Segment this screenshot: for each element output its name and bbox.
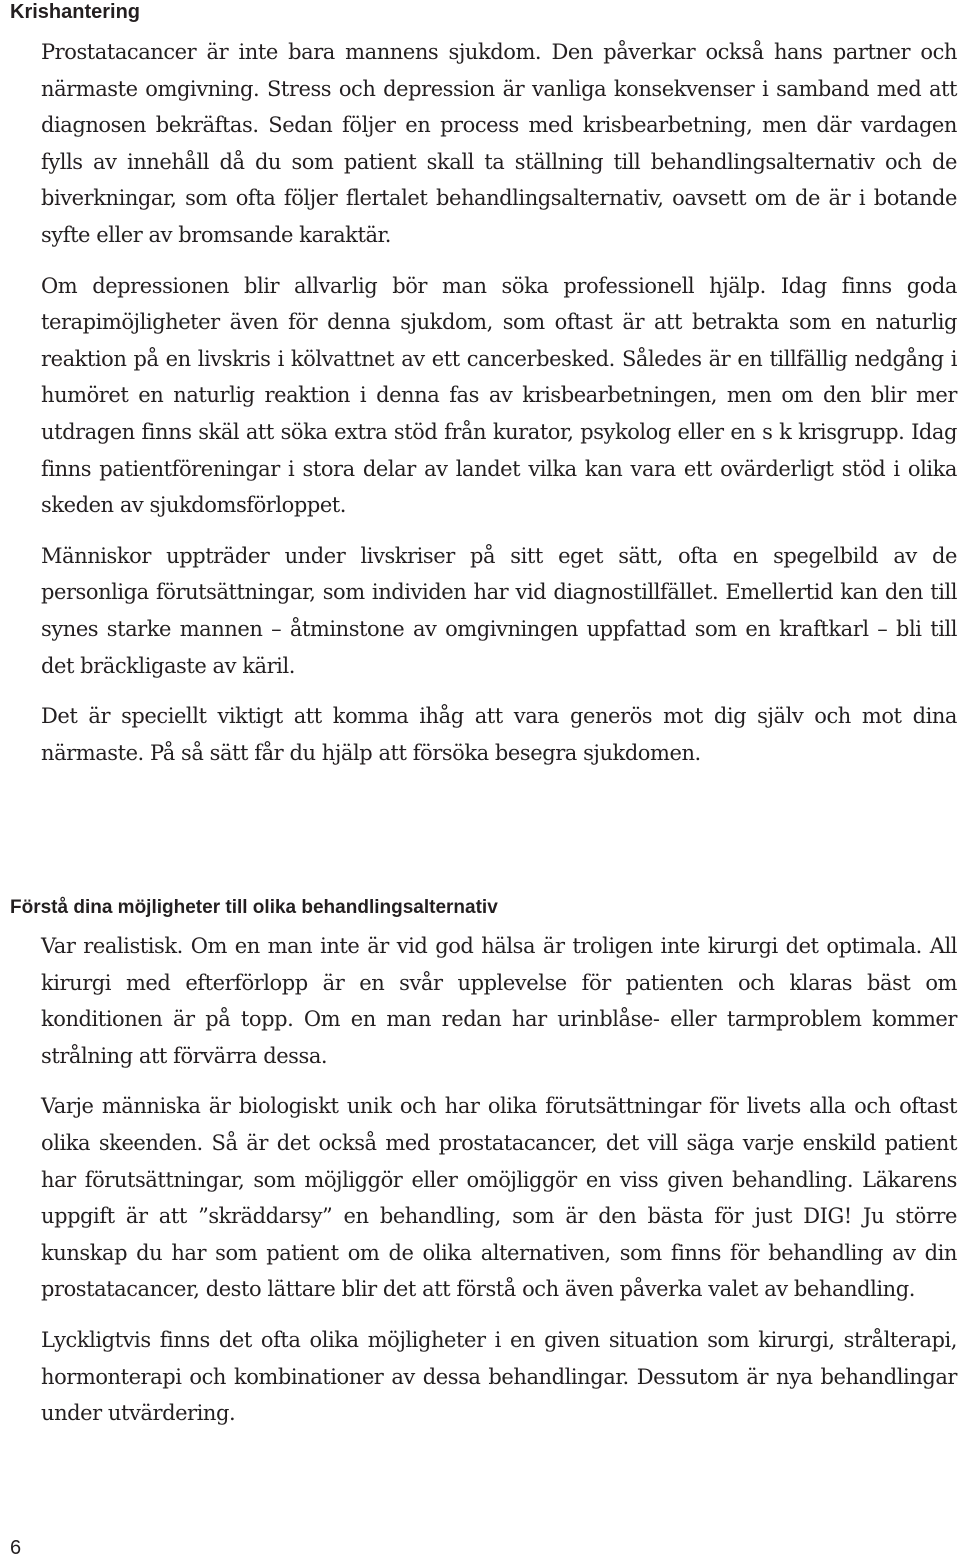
paragraph: Prostatacancer är inte bara mannens sjukdom. Den påverkar också hans partner och närmaste omgivning. Stress och depression är vanliga konsekvenser i samband med att diagnosen bekräftas. Sedan följer en process med krisbearbetning, men där vardagen fylls av innehåll då du som patient skall ta ställning till behandlingsalternativ och de biverkningar, som ofta följer flertalet behandlingsalternativ, oavsett om de är i botande syfte eller av bromsande karaktär. <box>41 40 957 247</box>
paragraph: Var realistisk. Om en man inte är vid god hälsa är troligen inte kirurgi det optimala. All kirurgi med efterförlopp är en svår upplevelse för patienten och klaras bäst om konditionen är på topp. Om en man redan har urinblåse- eller tarmproblem kommer strålning att förvärra dessa. <box>41 934 957 1068</box>
section-body-krishantering <box>41 34 957 785</box>
page-number: 6 <box>10 1537 22 1559</box>
paragraph: Lyckligtvis finns det ofta olika möjligheter i en given situation som kirurgi, strålterapi, hormonterapi och kombinationer av dessa behandlingar. Dessutom är nya behandlingar under utvärdering. <box>41 1327 957 1426</box>
section-heading-behandlingsalternativ: Förstå dina möjligheter till olika behandlingsalternativ <box>10 897 498 918</box>
section-body-behandlingsalternativ <box>41 928 957 1446</box>
paragraph: Om depressionen blir allvarlig bör man söka professionell hjälp. Idag finns goda terapimöjligheter även för denna sjukdom, som oftast är att betrakta som en naturlig reaktion på en livskris i kölvattnet av ett cancerbesked. Således är en tillfällig nedgång i humöret en naturlig reaktion i denna fas av krisbearbetningen, men om den blir mer utdragen finns skäl att söka extra stöd från kurator, psykolog eller en s k krisgrupp. Idag finns patientföreningar i stora delar av landet vilka kan vara ett ovärderligt stöd i olika skeden av sjukdomsförloppet. <box>41 273 957 518</box>
paragraph: Det är speciellt viktigt att komma ihåg att vara generös mot dig själv och mot dina närmaste. På så sätt får du hjälp att försöka besegra sjukdomen. <box>41 704 957 765</box>
paragraph: Människor uppträder under livskriser på sitt eget sätt, ofta en spegelbild av de personliga förutsättningar, som individen har vid diagnostillfället. Emellertid kan den till synes starke mannen – åtminstone av omgivningen uppfattad som en kraftkarl – bli till det bräckligaste av käril. <box>41 543 957 678</box>
section-heading-krishantering: Krishantering <box>10 1 141 23</box>
paragraph: Varje människa är biologiskt unik och har olika förutsättningar för livets alla och oftast olika skeenden. Så är det också med prostatacancer, det vill säga varje enskild patient har förutsättningar, som möjliggör eller omöjliggör en viss given behandling. Läkarens uppgift är att ”skräddarsy” en behandling, som är den bästa för just DIG! Ju större kunskap du har som patient om de olika alternativen, som finns för behandling av din prostatacancer, desto lättare blir det att förstå och även påverka valet av behandling. <box>41 1094 957 1302</box>
